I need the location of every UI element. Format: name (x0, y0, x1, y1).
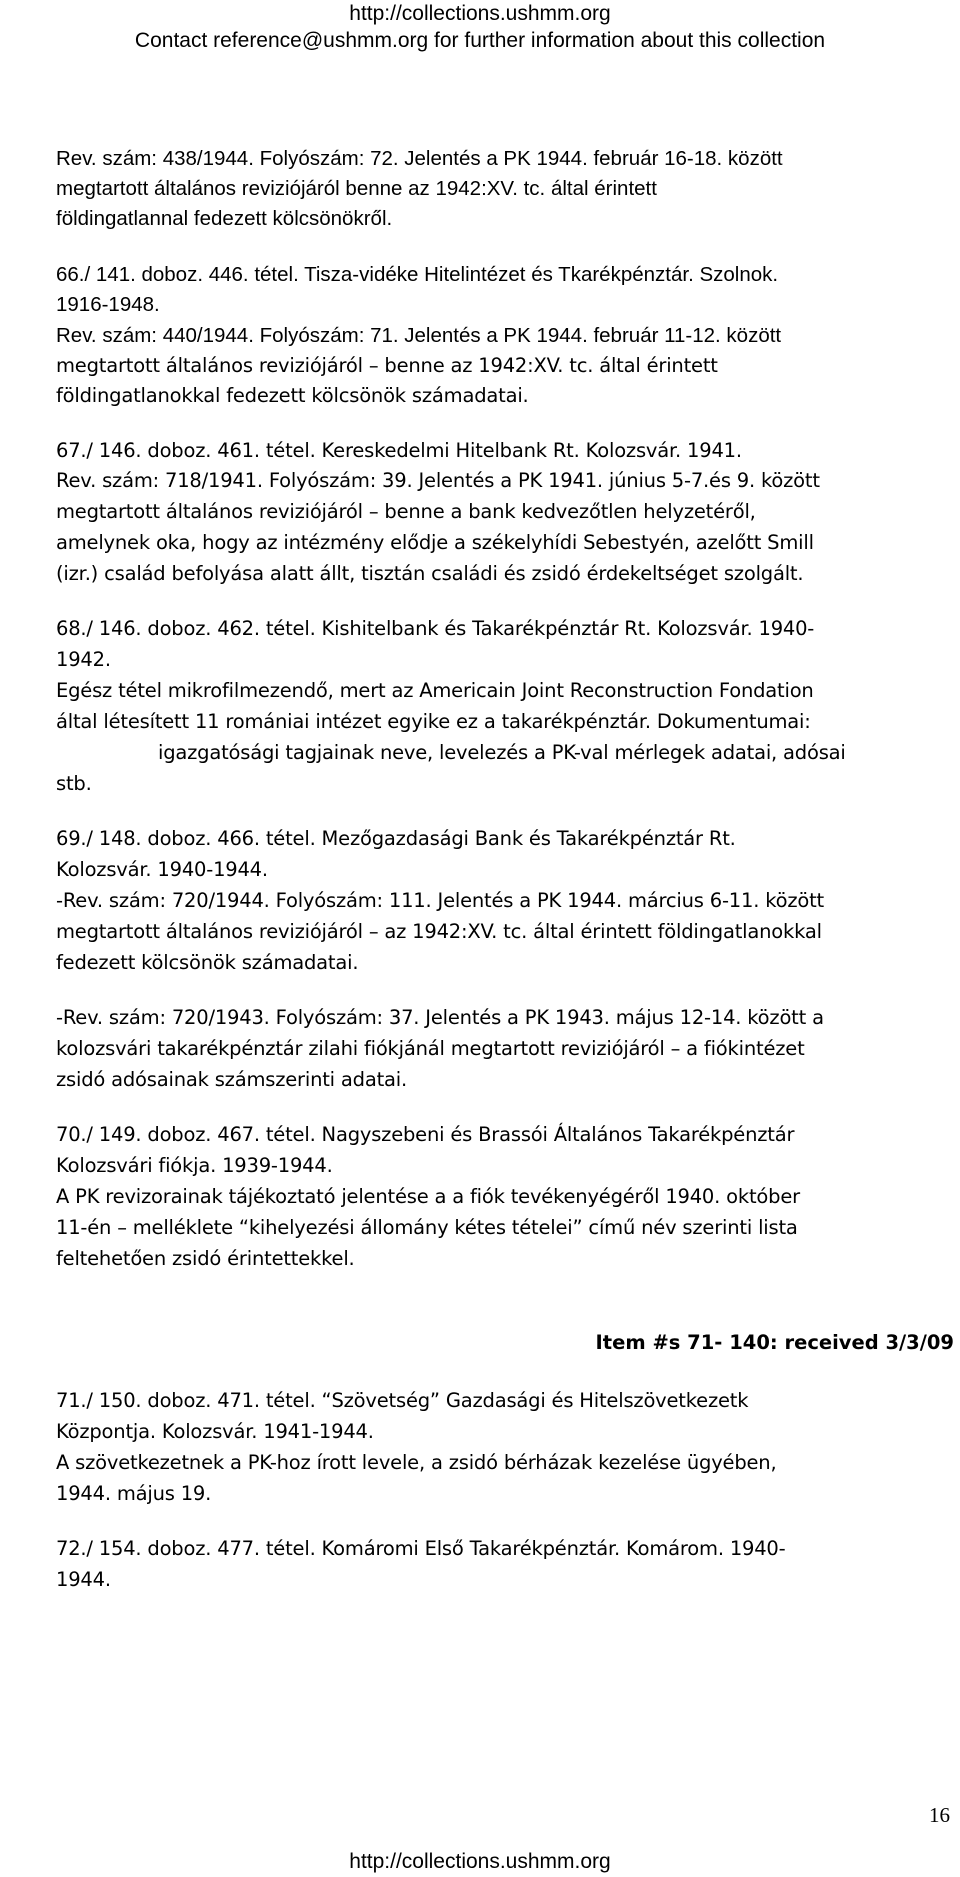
page-header (0, 0, 960, 54)
text-line: fedezett kölcsönök számadatai. (56, 951, 359, 974)
text-line: megtartott általános reviziójáról – az 1942:XV. tc. által érintett földingatlanokkal (56, 920, 822, 943)
received-note: Item #s 71- 140: received 3/3/09 (595, 1331, 954, 1354)
text-line: Kolozsvári fiókja. 1939-1944. (56, 1154, 333, 1177)
text-line: amelynek oka, hogy az intézmény elődje a székelyhídi Sebestyén, azelőtt Smill (56, 531, 814, 554)
text-line: 11-én – melléklete “kihelyezési állomány kétes tételei” című név szerinti lista (56, 1216, 798, 1239)
text-line: 71./ 150. doboz. 471. tétel. “Szövetség” Gazdasági és Hitelszövetkezetk (56, 1389, 749, 1412)
text-line: 1944. (56, 1568, 111, 1591)
text-line: Kolozsvár. 1940-1944. (56, 858, 268, 881)
text-line: megtartott általános reviziójáról benne az 1942:XV. tc. által érintett (56, 177, 657, 200)
text-line: 69./ 148. doboz. 466. tétel. Mezőgazdasági Bank és Takarékpénztár Rt. (56, 827, 736, 850)
text-line: Rev. szám: 718/1941. Folyószám: 39. Jelentés a PK 1941. június 5-7.és 9. között (56, 469, 820, 492)
text-line: Központja. Kolozsvár. 1941-1944. (56, 1420, 374, 1443)
text-line: Rev. szám: 438/1944. Folyószám: 72. Jelentés a PK 1944. február 16-18. között (56, 147, 783, 170)
text-line: megtartott általános reviziójáról – benne a bank kedvezőtlen helyzetéről, (56, 500, 756, 523)
text-line: 1944. május 19. (56, 1482, 212, 1505)
header-url: http://collections.ushmm.org (349, 2, 611, 25)
text-line: Egész tétel mikrofilmezendő, mert az Americain Joint Reconstruction Fondation (56, 679, 814, 702)
text-line: feltehetően zsidó érintettekkel. (56, 1247, 355, 1270)
text-line: stb. (56, 772, 92, 795)
text-line: 67./ 146. doboz. 461. tétel. Kereskedelmi Hitelbank Rt. Kolozsvár. 1941. (56, 439, 742, 462)
text-line: (izr.) család befolyása alatt állt, tisztán családi és zsidó érdekeltséget szolgált. (56, 562, 804, 585)
header-contact: Contact reference@ushmm.org for further information about this collection (134, 29, 826, 52)
page-number: 16 (929, 1803, 950, 1827)
text-line: által létesített 11 romániai intézet egyike ez a takarékpénztár. Dokumentumai: (56, 710, 811, 733)
text-line: 70./ 149. doboz. 467. tétel. Nagyszebeni és Brassói Általános Takarékpénztár (56, 1123, 795, 1146)
text-line: Rev. szám: 440/1944. Folyószám: 71. Jelentés a PK 1944. február 11-12. között (56, 324, 782, 347)
text-line: A szövetkezetnek a PK-hoz írott levele, a zsidó bérházak kezelése ügyében, (56, 1451, 777, 1474)
text-line: földingatlannal fedezett kölcsönökről. (56, 207, 393, 230)
text-line: zsidó adósainak számszerinti adatai. (56, 1068, 407, 1091)
text-line: megtartott általános reviziójáról – benne az 1942:XV. tc. által érintett (56, 354, 718, 377)
text-line: 1942. (56, 648, 111, 671)
text-line: földingatlanokkal fedezett kölcsönök számadatai. (56, 384, 529, 407)
text-line: -Rev. szám: 720/1944. Folyószám: 111. Jelentés a PK 1944. március 6-11. között (56, 889, 824, 912)
text-line: kolozsvári takarékpénztár zilahi fiókjánál megtartott reviziójáról – a fiókintézet (56, 1037, 805, 1060)
text-line: 72./ 154. doboz. 477. tétel. Komáromi Első Takarékpénztár. Komárom. 1940- (56, 1537, 786, 1560)
text-line: 66./ 141. doboz. 446. tétel. Tisza-vidéke Hitelintézet és Tkarékpénztár. Szolnok. (56, 263, 779, 286)
text-line: igazgatósági tagjainak neve, levelezés a PK-val mérlegek adatai, adósai (158, 741, 846, 764)
text-line: -Rev. szám: 720/1943. Folyószám: 37. Jelentés a PK 1943. május 12-14. között a (56, 1006, 824, 1029)
page-footer: http://collections.ushmm.org (349, 1850, 611, 1873)
text-line: 1916-1948. (56, 293, 160, 316)
text-line: A PK revizorainak tájékoztató jelentése a a fiók tevékenyégéről 1940. október (56, 1185, 800, 1208)
text-line: 68./ 146. doboz. 462. tétel. Kishitelbank és Takarékpénztár Rt. Kolozsvár. 1940- (56, 617, 815, 640)
